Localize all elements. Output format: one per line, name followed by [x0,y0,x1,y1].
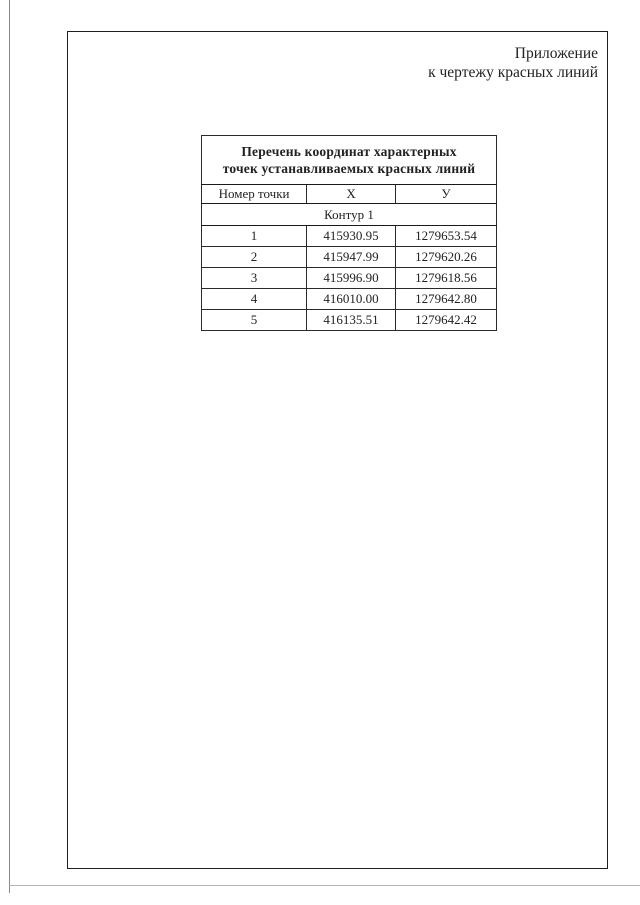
table-title-line-1: Перечень координат характерных [241,144,457,159]
contour-label: Контур 1 [202,204,497,226]
table-title [202,136,497,185]
point-number: 2 [202,247,307,268]
point-number: 4 [202,289,307,310]
table-header-row [202,185,497,204]
point-x: 416135.51 [307,310,396,331]
contour-row [202,204,497,226]
table-title-row [202,136,497,185]
header-y: У [395,185,496,204]
table-row [202,226,497,247]
point-y: 1279653.54 [395,226,496,247]
page-bottom-edge [9,885,640,886]
table-row [202,289,497,310]
point-y: 1279620.26 [395,247,496,268]
page-left-edge [9,0,10,893]
point-x: 415947.99 [307,247,396,268]
table-row [202,247,497,268]
point-y: 1279642.80 [395,289,496,310]
point-x: 416010.00 [307,289,396,310]
point-y: 1279618.56 [395,268,496,289]
table-row [202,310,497,331]
table-title-line-2: точек устанавливаемых красных линий [222,161,476,176]
header-point-number: Номер точки [202,185,307,204]
appendix-line-1: Приложение [514,45,598,62]
coordinates-table [201,135,497,331]
point-y: 1279642.42 [395,310,496,331]
point-number: 3 [202,268,307,289]
point-number: 5 [202,310,307,331]
header-x: X [307,185,396,204]
table-row [202,268,497,289]
appendix-line-2: к чертежу красных линий [428,64,598,81]
point-number: 1 [202,226,307,247]
point-x: 415930.95 [307,226,396,247]
appendix-note [428,44,598,82]
point-x: 415996.90 [307,268,396,289]
